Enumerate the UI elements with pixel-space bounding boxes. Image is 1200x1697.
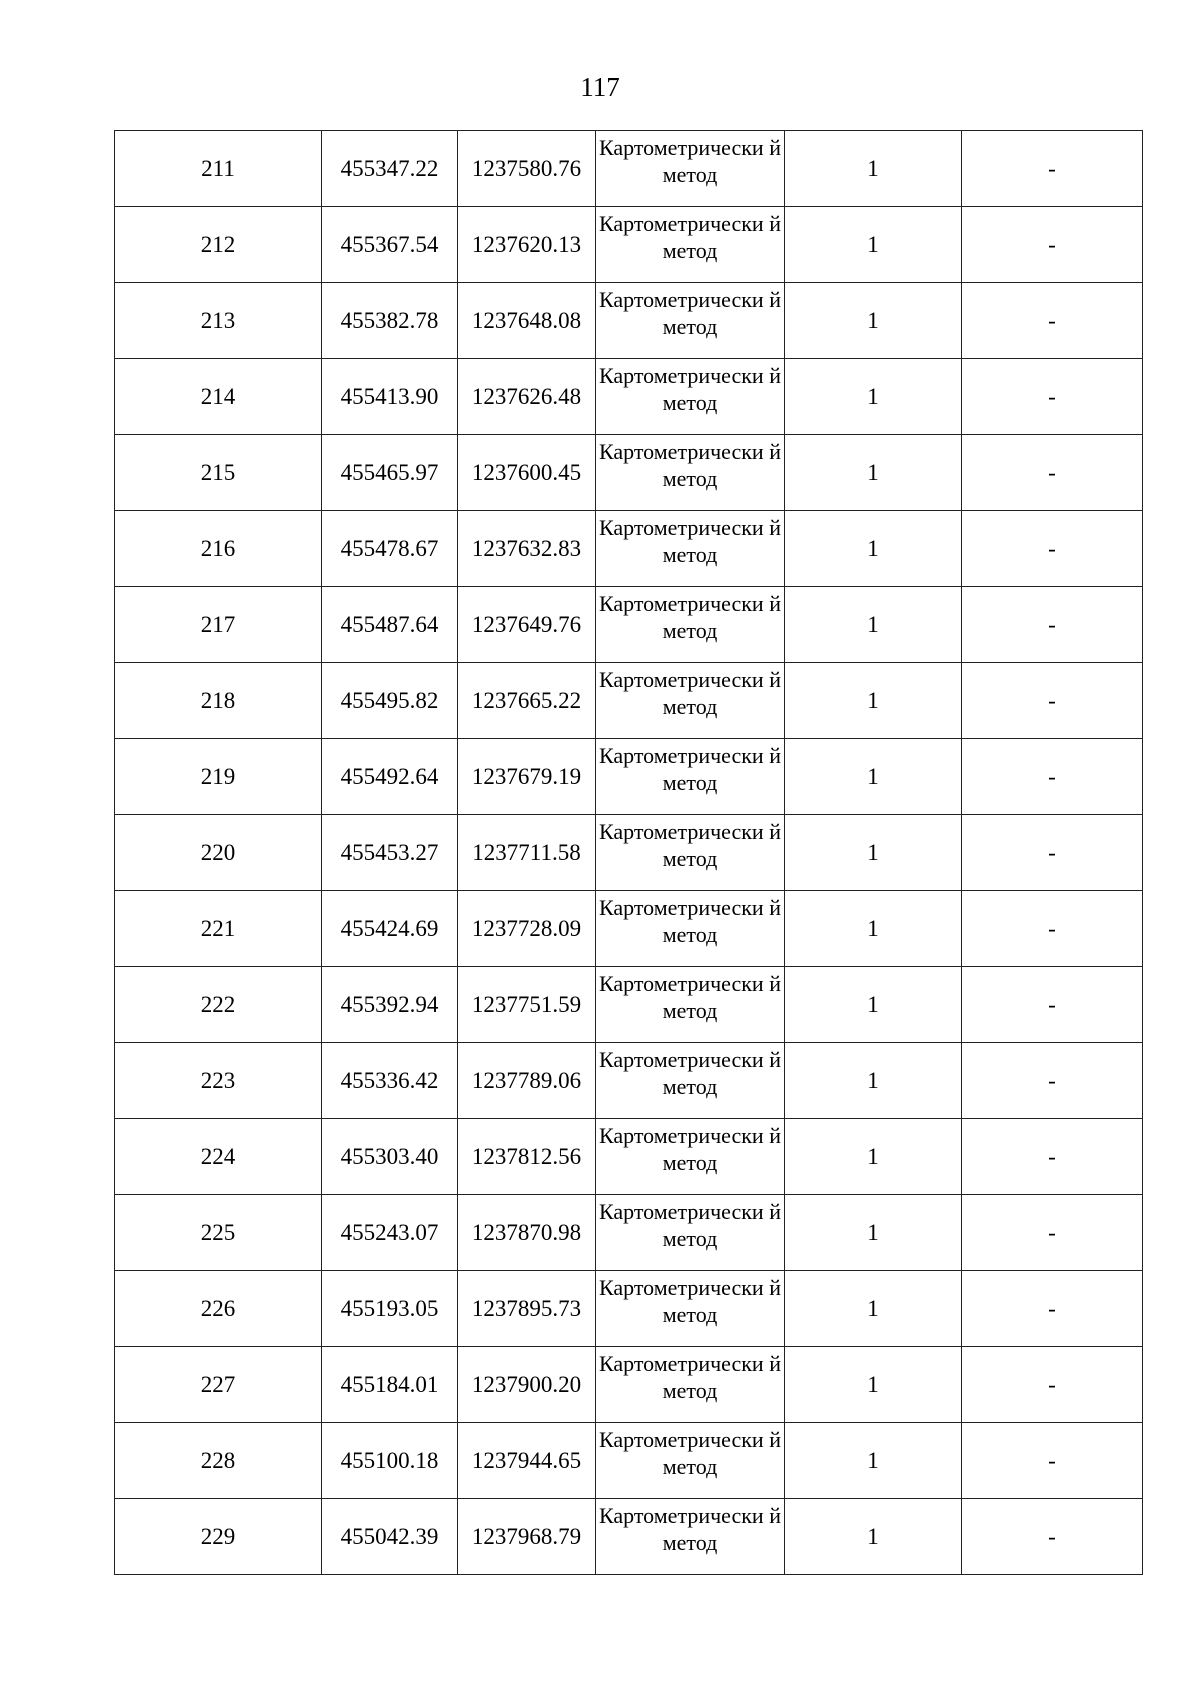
table-row <box>115 663 1143 739</box>
accuracy-cell: 1 <box>785 587 962 663</box>
y-coordinate-cell: 1237900.20 <box>458 1347 596 1423</box>
x-coordinate-cell: 455413.90 <box>322 359 458 435</box>
y-coordinate-cell: 1237812.56 <box>458 1119 596 1195</box>
x-coordinate-cell: 455367.54 <box>322 207 458 283</box>
note-cell: - <box>962 891 1143 967</box>
point-number-cell: 221 <box>115 891 322 967</box>
method-cell: Картометрически й метод <box>596 1347 785 1423</box>
accuracy-cell: 1 <box>785 1271 962 1347</box>
table-row <box>115 359 1143 435</box>
point-number-cell: 227 <box>115 1347 322 1423</box>
y-coordinate-cell: 1237580.76 <box>458 131 596 207</box>
y-coordinate-cell: 1237968.79 <box>458 1499 596 1575</box>
y-coordinate-cell: 1237600.45 <box>458 435 596 511</box>
table-row <box>115 207 1143 283</box>
accuracy-cell: 1 <box>785 1119 962 1195</box>
method-cell: Картометрически й метод <box>596 511 785 587</box>
accuracy-cell: 1 <box>785 359 962 435</box>
point-number-cell: 214 <box>115 359 322 435</box>
x-coordinate-cell: 455487.64 <box>322 587 458 663</box>
accuracy-cell: 1 <box>785 1499 962 1575</box>
accuracy-cell: 1 <box>785 967 962 1043</box>
method-cell: Картометрически й метод <box>596 967 785 1043</box>
page-number: 117 <box>580 72 620 102</box>
point-number-cell: 212 <box>115 207 322 283</box>
x-coordinate-cell: 455184.01 <box>322 1347 458 1423</box>
point-number-cell: 211 <box>115 131 322 207</box>
note-cell: - <box>962 511 1143 587</box>
table-row <box>115 511 1143 587</box>
point-number-cell: 222 <box>115 967 322 1043</box>
y-coordinate-cell: 1237728.09 <box>458 891 596 967</box>
note-cell: - <box>962 131 1143 207</box>
method-cell: Картометрически й метод <box>596 1119 785 1195</box>
table-row <box>115 435 1143 511</box>
accuracy-cell: 1 <box>785 283 962 359</box>
x-coordinate-cell: 455042.39 <box>322 1499 458 1575</box>
method-cell: Картометрически й метод <box>596 891 785 967</box>
note-cell: - <box>962 815 1143 891</box>
point-number-cell: 226 <box>115 1271 322 1347</box>
y-coordinate-cell: 1237751.59 <box>458 967 596 1043</box>
accuracy-cell: 1 <box>785 1423 962 1499</box>
method-cell: Картометрически й метод <box>596 739 785 815</box>
note-cell: - <box>962 435 1143 511</box>
y-coordinate-cell: 1237665.22 <box>458 663 596 739</box>
table-row <box>115 1043 1143 1119</box>
method-cell: Картометрически й метод <box>596 283 785 359</box>
note-cell: - <box>962 1423 1143 1499</box>
method-cell: Картометрически й метод <box>596 1423 785 1499</box>
y-coordinate-cell: 1237620.13 <box>458 207 596 283</box>
point-number-cell: 228 <box>115 1423 322 1499</box>
note-cell: - <box>962 283 1143 359</box>
accuracy-cell: 1 <box>785 131 962 207</box>
accuracy-cell: 1 <box>785 1347 962 1423</box>
x-coordinate-cell: 455492.64 <box>322 739 458 815</box>
note-cell: - <box>962 1119 1143 1195</box>
y-coordinate-cell: 1237944.65 <box>458 1423 596 1499</box>
note-cell: - <box>962 1271 1143 1347</box>
table-row <box>115 1423 1143 1499</box>
accuracy-cell: 1 <box>785 815 962 891</box>
method-cell: Картометрически й метод <box>596 131 785 207</box>
method-cell: Картометрически й метод <box>596 587 785 663</box>
y-coordinate-cell: 1237648.08 <box>458 283 596 359</box>
y-coordinate-cell: 1237895.73 <box>458 1271 596 1347</box>
point-number-cell: 223 <box>115 1043 322 1119</box>
point-number-cell: 229 <box>115 1499 322 1575</box>
y-coordinate-cell: 1237626.48 <box>458 359 596 435</box>
y-coordinate-cell: 1237711.58 <box>458 815 596 891</box>
x-coordinate-cell: 455336.42 <box>322 1043 458 1119</box>
method-cell: Картометрически й метод <box>596 1043 785 1119</box>
table-row <box>115 1347 1143 1423</box>
method-cell: Картометрически й метод <box>596 1195 785 1271</box>
method-cell: Картометрически й метод <box>596 207 785 283</box>
point-number-cell: 218 <box>115 663 322 739</box>
coordinates-table <box>114 130 1143 1575</box>
x-coordinate-cell: 455193.05 <box>322 1271 458 1347</box>
x-coordinate-cell: 455303.40 <box>322 1119 458 1195</box>
table-row <box>115 739 1143 815</box>
x-coordinate-cell: 455382.78 <box>322 283 458 359</box>
y-coordinate-cell: 1237789.06 <box>458 1043 596 1119</box>
y-coordinate-cell: 1237870.98 <box>458 1195 596 1271</box>
coordinates-table-body <box>115 131 1143 1575</box>
note-cell: - <box>962 1043 1143 1119</box>
x-coordinate-cell: 455495.82 <box>322 663 458 739</box>
x-coordinate-cell: 455347.22 <box>322 131 458 207</box>
table-row <box>115 1195 1143 1271</box>
method-cell: Картометрически й метод <box>596 663 785 739</box>
x-coordinate-cell: 455100.18 <box>322 1423 458 1499</box>
table-row <box>115 891 1143 967</box>
y-coordinate-cell: 1237679.19 <box>458 739 596 815</box>
x-coordinate-cell: 455424.69 <box>322 891 458 967</box>
point-number-cell: 219 <box>115 739 322 815</box>
x-coordinate-cell: 455465.97 <box>322 435 458 511</box>
note-cell: - <box>962 739 1143 815</box>
point-number-cell: 215 <box>115 435 322 511</box>
method-cell: Картометрически й метод <box>596 1499 785 1575</box>
point-number-cell: 216 <box>115 511 322 587</box>
accuracy-cell: 1 <box>785 891 962 967</box>
method-cell: Картометрически й метод <box>596 435 785 511</box>
point-number-cell: 213 <box>115 283 322 359</box>
y-coordinate-cell: 1237649.76 <box>458 587 596 663</box>
accuracy-cell: 1 <box>785 207 962 283</box>
method-cell: Картометрически й метод <box>596 1271 785 1347</box>
table-row <box>115 815 1143 891</box>
table-row <box>115 283 1143 359</box>
note-cell: - <box>962 1499 1143 1575</box>
accuracy-cell: 1 <box>785 1195 962 1271</box>
note-cell: - <box>962 207 1143 283</box>
accuracy-cell: 1 <box>785 435 962 511</box>
point-number-cell: 225 <box>115 1195 322 1271</box>
x-coordinate-cell: 455453.27 <box>322 815 458 891</box>
table-row <box>115 587 1143 663</box>
accuracy-cell: 1 <box>785 739 962 815</box>
point-number-cell: 217 <box>115 587 322 663</box>
note-cell: - <box>962 663 1143 739</box>
method-cell: Картометрически й метод <box>596 815 785 891</box>
table-row <box>115 131 1143 207</box>
x-coordinate-cell: 455243.07 <box>322 1195 458 1271</box>
note-cell: - <box>962 967 1143 1043</box>
note-cell: - <box>962 587 1143 663</box>
table-row <box>115 1271 1143 1347</box>
table-row <box>115 967 1143 1043</box>
y-coordinate-cell: 1237632.83 <box>458 511 596 587</box>
point-number-cell: 224 <box>115 1119 322 1195</box>
note-cell: - <box>962 1195 1143 1271</box>
x-coordinate-cell: 455392.94 <box>322 967 458 1043</box>
x-coordinate-cell: 455478.67 <box>322 511 458 587</box>
accuracy-cell: 1 <box>785 663 962 739</box>
table-row <box>115 1119 1143 1195</box>
table-row <box>115 1499 1143 1575</box>
note-cell: - <box>962 359 1143 435</box>
accuracy-cell: 1 <box>785 511 962 587</box>
point-number-cell: 220 <box>115 815 322 891</box>
method-cell: Картометрически й метод <box>596 359 785 435</box>
note-cell: - <box>962 1347 1143 1423</box>
accuracy-cell: 1 <box>785 1043 962 1119</box>
